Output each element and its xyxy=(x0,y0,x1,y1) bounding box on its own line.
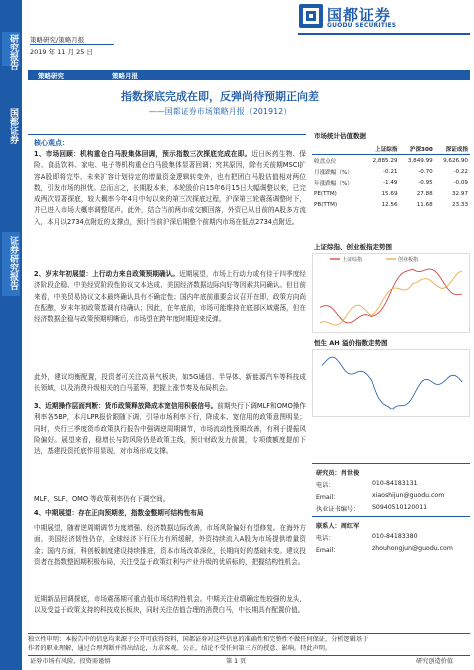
market-cell: 2,885.29 xyxy=(372,157,398,164)
footer-top-rule xyxy=(28,633,470,634)
market-col-header: 深证成指 xyxy=(435,143,470,155)
p5-body: 近期新品回调探底，市场震荡期可重点低市场结构性机会。中期关注业绩确定性较强的龙头，以及受益于政策支持的科技成长板块，同时关注估值合理的消费白马，中长期具有配置价值。 xyxy=(34,595,306,615)
analyst1-cert-label: 执业证书编号： xyxy=(316,506,360,513)
analyst2-email[interactable]: zhouhongjun@guodu.com xyxy=(372,545,453,552)
analyst1-phone: 010-84183131 xyxy=(372,480,418,487)
p3b-body: MLF、SLF、OMO 等政策利率仍有下调空间。 xyxy=(34,495,170,503)
core-paragraph-4-heading xyxy=(34,508,306,520)
p2-lead: 2、岁末年初展望：上行动力来自政策预期确认。 xyxy=(34,270,180,278)
chart1-frame xyxy=(313,254,470,333)
market-cell: -1.49 xyxy=(383,179,398,186)
core-paragraph-4 xyxy=(34,523,306,591)
footer-page-number: 第 1 页 xyxy=(226,658,247,665)
p4-body: 中期展望，随着逆周期调节力度增强、经济数据边际改善，市场风险偏好有望修复。在海外方面，美国经济韧性仍存，全球经济下行压力有所缓解，外资持续流入A股为市场提供增量资金；国内方面，科创板制度建设持续推进，资本市场改革深化，长期向好的基础未变。建议投资者在指数整固期积极布局，关注受益于政策红利与产业升级的优质标的，把握结构性机会。 xyxy=(34,524,306,566)
market-cell: -0.70 xyxy=(418,168,433,175)
p2b-body: 此外，建议均衡配置，投资者可关注高景气板块，如5G通信、半导体、新能源汽车等科技成长领域，以及消费升级相关的白马蓝筹，把握上涨节奏及布局机会。 xyxy=(34,373,306,393)
p4-lead: 4、中期展望：存在正向预期差，指数金整期可结构性布局 xyxy=(34,509,204,517)
footer-bottom-rule xyxy=(28,655,470,656)
market-cell: 23.33 xyxy=(451,201,468,208)
market-cell: -0.22 xyxy=(453,168,468,175)
footer-risk-note: 证券市场有风险，投资需谨慎 xyxy=(30,658,111,665)
analyst-mid-rule xyxy=(312,516,470,517)
chart1-series-line xyxy=(320,269,462,323)
analyst2-name: 联系人：周红军 xyxy=(316,523,360,530)
analyst1-phone-label: 电话： xyxy=(316,482,335,489)
ah-premium-chart xyxy=(312,349,470,417)
analyst2-phone-label: 电话： xyxy=(316,535,335,542)
market-row xyxy=(312,199,470,210)
market-row-label: PE(TTM) xyxy=(314,190,337,197)
header-divider xyxy=(30,44,114,45)
market-cell: 15.69 xyxy=(381,190,398,197)
core-paragraph-3 xyxy=(34,401,306,491)
chart1-legend-label: 创业板指 xyxy=(398,257,419,263)
market-row xyxy=(312,188,470,199)
analyst1-email[interactable]: xiaoshijun@guodu.com xyxy=(372,492,445,499)
logo-underline xyxy=(298,33,470,35)
p2-body: 近期展望，市场上行动力或有待于四季度经济阶段企稳、中美经贸阶段性协议文本达成、美国经济数据边际向好等因素共同确认。但目前来看，中美贸易协议文本最终确认具有不确定性；国内年底前重要会议召开在即，政策方向尚在酝酿，岁末年初政策基调有待确认；因此，在年底前，市场可能维持在底部区域震荡，但在经济数据企稳与政策预期明晰后，市场望在跨年度时期迎来反弹。 xyxy=(34,270,306,324)
sidebar-top-label: 研究报告 xyxy=(8,34,18,70)
market-cell: 12.56 xyxy=(381,201,398,208)
market-cell: 3,849.99 xyxy=(407,157,433,164)
market-row xyxy=(312,155,470,167)
analyst1-name: 研究员：肖世俊 xyxy=(316,470,360,477)
market-col-header xyxy=(312,143,364,155)
report-date: 2019 年 11 月 25 日 xyxy=(30,48,93,56)
report-title: 指数探底完成在即，反弹尚待预期正向差 xyxy=(121,90,319,103)
sidebar-mid-label: 国都证券 xyxy=(8,108,18,144)
market-stats-table xyxy=(312,143,470,210)
core-paragraph-1 xyxy=(34,149,306,265)
chart2-series-line xyxy=(322,357,462,409)
p3-body: 前期央行下调MLF和OMO操作利率各5BP，本月LPR报价跟随下调，引导市场利率下行，降成本、宽信用的政策意图明显；同时，央行三季度货币政策执行报告中强调逆周期调节，市场流动性预期改善，有利于提振风险偏好。展望来看，稳增长与防风险仍是政策主线，预计财政发力前置，专项债额度提前下达，基建投资托底作用显现，对市场形成支撑。 xyxy=(34,402,306,456)
market-col-header: 沪深300 xyxy=(400,143,435,155)
core-paragraph-3b xyxy=(34,494,306,506)
footer-disclaimer-line1: 独立性申明：本报告中的信息均来源于公开可获得资料，国都证券对这些信息的准确性和完整性不做任何保证，分析逻辑基于 xyxy=(28,636,369,643)
chart2-heading: 恒生 AH 溢价指数走势图 xyxy=(314,339,388,347)
market-row xyxy=(312,177,470,188)
analyst-top-rule xyxy=(312,463,470,464)
market-row-label: 年涨跌幅（%） xyxy=(314,180,353,187)
analyst1-cert: S0940510120011 xyxy=(372,504,428,511)
market-cell: 32.97 xyxy=(451,190,468,197)
core-paragraph-5 xyxy=(34,594,306,628)
guodu-logo-icon xyxy=(298,3,324,29)
analyst2-phone: 010-84183380 xyxy=(372,533,418,540)
report-subtitle: ——国都证券市场策略月报（201912） xyxy=(148,107,292,116)
market-cell: 11.68 xyxy=(416,201,433,208)
core-top-rule xyxy=(28,134,306,135)
core-heading: 核心观点： xyxy=(34,139,69,147)
p1-body: 近日医药生物、保险、食品饮料、家电、电子等机构重仓白马股集体显著回调；究其原因，除有关前期MSCI扩容A股即将完毕、未来扩容计划待定的增量资金逻辑转变外，也有把团白马股估值相对两位数，引发市场的担忧。总而言之，长期股本来，本轮股价自15年6月15日大幅调整以来，已完成两次显著探底，较大概率今年4月中旬以来的第三次探底过程，沪深第三轮震荡调整时下，并已进入市场大概率调整尾声。此外，结合当前两市成交额回落，外资已从目前的A股多方流入，本月以2734点附近的支撑点，预计当前沪深后期整个前期内市场在低点2734点附近。 xyxy=(34,150,306,226)
market-table-heading: 市场统计估值数据 xyxy=(314,132,366,140)
chart1-heading: 上证综指、创业板指走势图 xyxy=(314,243,392,251)
p1-lead: 1、市场回顾：机构重仓白马股集体回调，预示指数三次探底完成在即。 xyxy=(34,150,252,158)
left-sidebar-strip xyxy=(0,0,22,670)
category-band xyxy=(28,70,470,80)
market-row-label: 收盘点位 xyxy=(314,158,337,165)
logo-english-name: GUODU SECURITIES xyxy=(327,22,397,29)
market-row-label: 月涨跌幅（%） xyxy=(314,169,353,176)
chart1-legend-label: 上证综指 xyxy=(342,257,363,263)
chart1-series-line xyxy=(320,271,462,325)
core-paragraph-2b xyxy=(34,372,306,394)
analyst2-email-label: Email： xyxy=(316,547,340,554)
chart2-frame xyxy=(313,350,470,417)
core-paragraph-2 xyxy=(34,269,306,359)
market-row xyxy=(312,166,470,177)
market-cell: 9,626.90 xyxy=(443,157,468,164)
footer-slogan: 研究创造价值 xyxy=(416,658,454,665)
analyst1-email-label: Email： xyxy=(316,494,340,501)
p3-lead: 3、近期操作层面判断：货币政策释放降成本宽信用积极信号。 xyxy=(34,402,218,410)
market-cell: -0.95 xyxy=(418,179,433,186)
market-cell: -0.21 xyxy=(383,168,398,175)
market-row-label: PB(TTM) xyxy=(314,201,338,208)
market-cell: 27.88 xyxy=(416,190,433,197)
report-type: 策略研究/策略月报 xyxy=(30,36,85,44)
footer-disclaimer-line2: 作者的职业理解，通过合理判断并得出结论，力求客观、公正，结论不受任何第三方的授意、影响。特此声明。 xyxy=(28,645,332,652)
band-right-label: 策略月报 xyxy=(112,71,138,80)
market-col-header: 上证综指 xyxy=(364,143,399,155)
band-left-label: 策略研究 xyxy=(38,71,64,80)
index-trend-chart xyxy=(312,253,470,333)
sidebar-lower-label: 证券研究报告 xyxy=(8,236,18,290)
market-cell: -0.09 xyxy=(453,179,468,186)
logo-chinese-name: 国都证券 xyxy=(327,6,392,24)
